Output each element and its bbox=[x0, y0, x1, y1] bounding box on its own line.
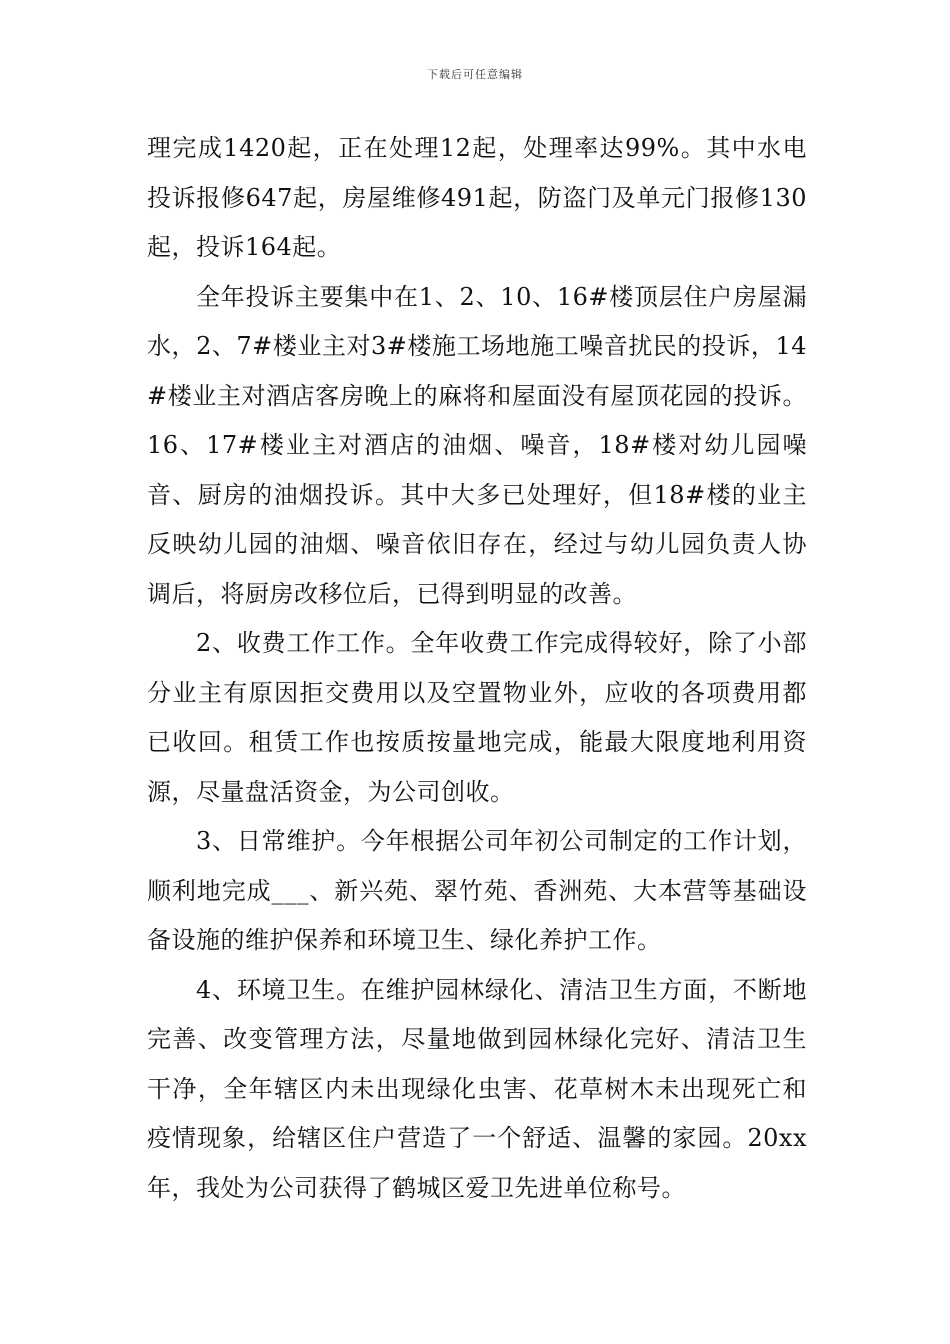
paragraph-complaints: 全年投诉主要集中在1、2、10、16#楼顶层住户房屋漏水，2、7#楼业主对3#楼施工场地施工噪音扰民的投诉，14#楼业主对酒店客房晚上的麻将和屋面没有屋顶花园的投诉。16、17#楼业主对酒店的油烟、噪音，18#楼对幼儿园噪音、厨房的油烟投诉。其中大多已处理好，但18#楼的业主反映幼儿园的油烟、噪音依旧存在，经过与幼儿园负责人协调后，将厨房改移位后，已得到明显的改善。 bbox=[147, 282, 807, 608]
paragraph-fee-collection: 2、收费工作工作。全年收费工作完成得较好，除了小部分业主有原因拒交费用以及空置物业外，应收的各项费用都已收回。租赁工作也按质按量地完成，能最大限度地利用资源，尽量盘活资金，为公司创收。 bbox=[147, 629, 807, 806]
paragraph-environment-hygiene: 4、环境卫生。在维护园林绿化、清洁卫生方面，不断地完善、改变管理方法，尽量地做到园林绿化完好、清洁卫生干净，全年辖区内未出现绿化虫害、花草树木未出现死亡和疫情现象，给辖区住户营造了一个舒适、温馨的家园。20xx年，我处为公司获得了鹤城区爱卫先进单位称号。 bbox=[147, 975, 807, 1202]
paragraph-continuation: 理完成1420起，正在处理12起，处理率达99%。其中水电投诉报修647起，房屋维修491起，防盗门及单元门报修130起，投诉164起。 bbox=[147, 134, 807, 261]
paragraph-daily-maintenance: 3、日常维护。今年根据公司年初公司制定的工作计划，顺利地完成___、新兴苑、翠竹苑、香洲苑、大本营等基础设备设施的维护保养和环境卫生、绿化养护工作。 bbox=[147, 827, 807, 954]
document-body bbox=[147, 124, 807, 1213]
page-header-note: 下载后可任意编辑 bbox=[427, 68, 523, 81]
